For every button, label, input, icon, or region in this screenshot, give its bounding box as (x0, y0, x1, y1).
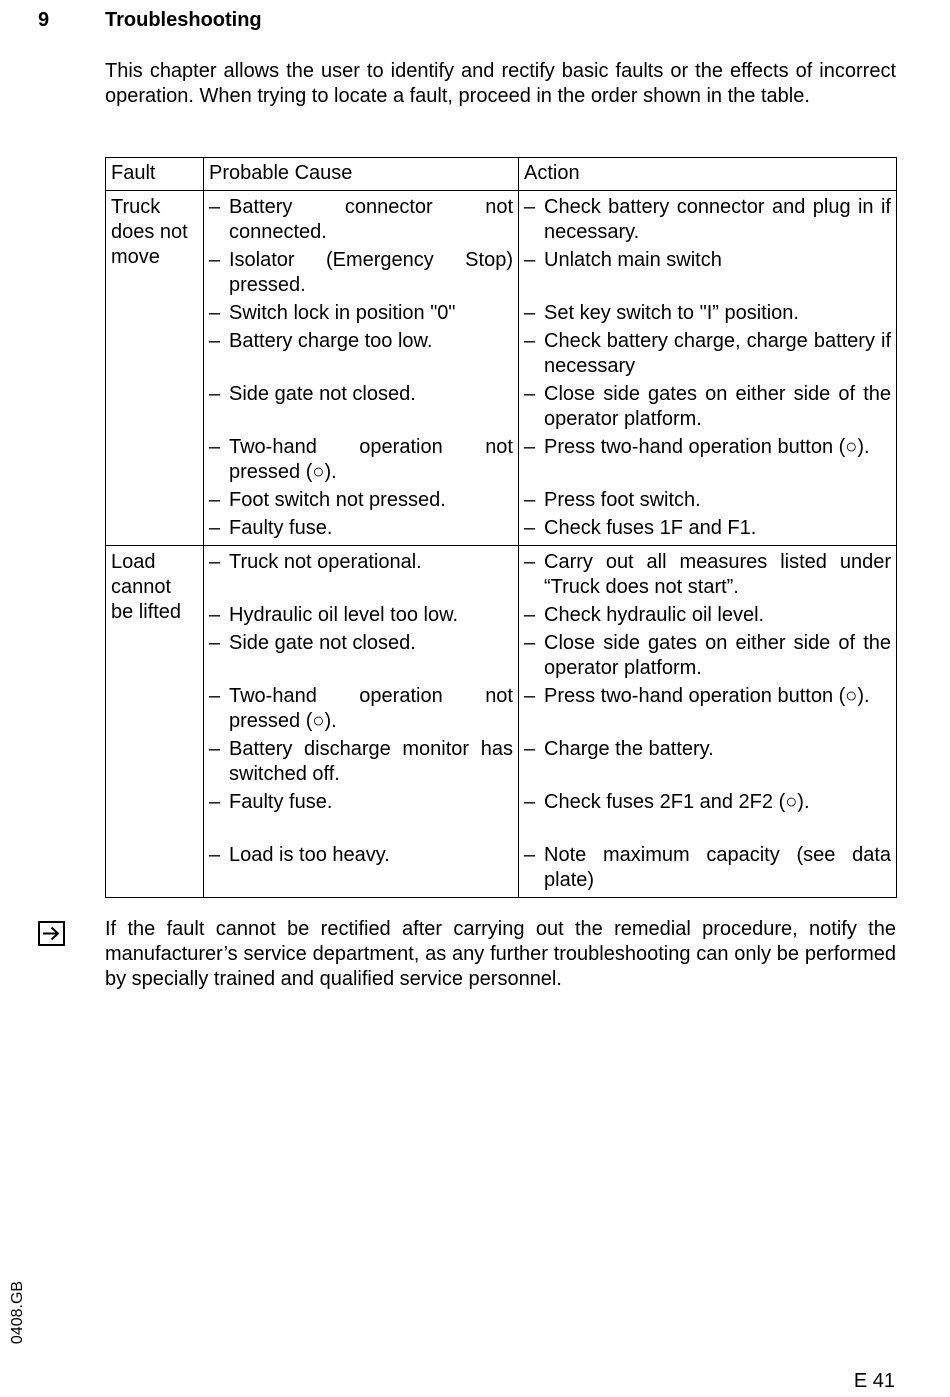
cause-item (209, 684, 513, 734)
dash-bullet: – (209, 551, 221, 573)
action-text: Set key switch to "I” position. (544, 302, 799, 324)
action-text: Check fuses 2F1 and 2F2 (○). (544, 791, 810, 813)
document-code: 0408.GB (9, 1280, 27, 1345)
cause-cell (204, 191, 519, 546)
dash-bullet: – (524, 330, 536, 352)
dash-bullet: – (524, 791, 536, 813)
cause-text: Foot switch not pressed. (229, 489, 446, 511)
dash-bullet: – (209, 632, 221, 654)
action-text: Charge the battery. (544, 738, 714, 760)
dash-bullet: – (524, 436, 536, 458)
action-item (524, 684, 891, 734)
action-item (524, 301, 891, 326)
dash-bullet: – (209, 517, 221, 539)
cause-item (209, 329, 513, 379)
dash-bullet: – (524, 302, 536, 324)
table-row (106, 546, 897, 898)
cause-item (209, 435, 513, 485)
table-row (106, 191, 897, 546)
dash-bullet: – (209, 685, 221, 707)
cause-text: Battery discharge monitor has switched off. (229, 738, 513, 785)
action-item (524, 843, 891, 893)
action-item (524, 790, 891, 815)
action-cell (519, 191, 897, 546)
cause-item (209, 843, 513, 893)
action-item (524, 737, 891, 787)
fault-cell: Load cannot be lifted (106, 546, 204, 898)
header-probable-cause: Probable Cause (204, 158, 519, 191)
action-text: Press two-hand operation button (○). (544, 436, 870, 458)
dash-bullet: – (524, 551, 536, 573)
dash-bullet: – (209, 791, 221, 813)
action-item (524, 329, 891, 379)
cause-text: Switch lock in position "0" (229, 302, 456, 324)
dash-bullet: – (524, 383, 536, 405)
cause-item (209, 248, 513, 298)
cause-text: Faulty fuse. (229, 517, 333, 539)
dash-bullet: – (209, 302, 221, 324)
cause-item (209, 631, 513, 681)
action-text: Close side gates on either side of the operator platform. (544, 383, 891, 430)
dash-bullet: – (209, 196, 221, 218)
chapter-number: 9 (38, 9, 50, 31)
chapter-title: Troubleshooting (105, 9, 262, 31)
dash-bullet: – (209, 844, 221, 866)
cause-text: Load is too heavy. (229, 844, 390, 866)
fault-cell: Truck does not move (106, 191, 204, 546)
dash-bullet: – (209, 249, 221, 271)
troubleshooting-table (105, 157, 897, 898)
cause-item (209, 550, 513, 600)
action-item (524, 435, 891, 485)
dash-bullet: – (524, 249, 536, 271)
action-item (524, 631, 891, 681)
dash-bullet: – (209, 489, 221, 511)
cause-item (209, 737, 513, 787)
cause-text: Battery charge too low. (229, 330, 433, 352)
cause-text: Isolator (Emergency Stop) pressed. (229, 249, 513, 296)
dash-bullet: – (524, 632, 536, 654)
dash-bullet: – (524, 685, 536, 707)
cause-text: Faulty fuse. (229, 791, 333, 813)
dash-bullet: – (209, 330, 221, 352)
cause-text: Side gate not closed. (229, 632, 416, 654)
cause-cell (204, 546, 519, 898)
action-item (524, 195, 891, 245)
dash-bullet: – (524, 517, 536, 539)
cause-item (209, 516, 513, 541)
action-item (524, 382, 891, 432)
cause-text: Hydraulic oil level too low. (229, 604, 458, 626)
cause-item (209, 195, 513, 245)
header-action: Action (519, 158, 897, 191)
dash-bullet: – (524, 844, 536, 866)
cause-item (209, 603, 513, 628)
page-number: E 41 (853, 1370, 895, 1392)
action-item (524, 550, 891, 600)
action-text: Carry out all measures listed under “Truck does not start”. (544, 551, 891, 598)
dash-bullet: – (209, 383, 221, 405)
dash-bullet: – (524, 489, 536, 511)
cause-text: Two-hand operation not pressed (○). (229, 685, 513, 732)
action-text: Close side gates on either side of the operator platform. (544, 632, 891, 679)
action-text: Press foot switch. (544, 489, 701, 511)
action-text: Check battery connector and plug in if necessary. (544, 196, 891, 243)
table-header-row (106, 158, 897, 191)
dash-bullet: – (524, 738, 536, 760)
action-text: Unlatch main switch (544, 249, 722, 271)
dash-bullet: – (524, 196, 536, 218)
action-text: Check hydraulic oil level. (544, 604, 765, 626)
action-text: Check battery charge, charge battery if necessary (544, 330, 891, 377)
dash-bullet: – (524, 604, 536, 626)
cause-text: Battery connector not connected. (229, 196, 513, 243)
cause-text: Two-hand operation not pressed (○). (229, 436, 513, 483)
note-paragraph: If the fault cannot be rectified after carrying out the remedial procedure, notify the manufacturer’s service department, as any further troubleshooting can only be performed by specially trained and qualified service personnel. (105, 918, 896, 990)
cause-item (209, 301, 513, 326)
dash-bullet: – (209, 738, 221, 760)
action-item (524, 248, 891, 298)
action-cell (519, 546, 897, 898)
arrow-right-icon (38, 921, 65, 946)
cause-item (209, 790, 513, 815)
action-text: Check fuses 1F and F1. (544, 517, 757, 539)
action-text: Note maximum capacity (see data plate) (544, 844, 891, 891)
action-text: Press two-hand operation button (○). (544, 685, 870, 707)
cause-text: Side gate not closed. (229, 383, 416, 405)
intro-paragraph: This chapter allows the user to identify and rectify basic faults or the effects of incorrect operation. When trying to locate a fault, proceed in the order shown in the table. (105, 60, 896, 107)
cause-text: Truck not operational. (229, 551, 422, 573)
cause-item (209, 488, 513, 513)
dash-bullet: – (209, 604, 221, 626)
action-item (524, 488, 891, 513)
header-fault: Fault (106, 158, 204, 191)
action-item (524, 516, 891, 541)
action-item (524, 603, 891, 628)
dash-bullet: – (209, 436, 221, 458)
cause-item (209, 382, 513, 432)
